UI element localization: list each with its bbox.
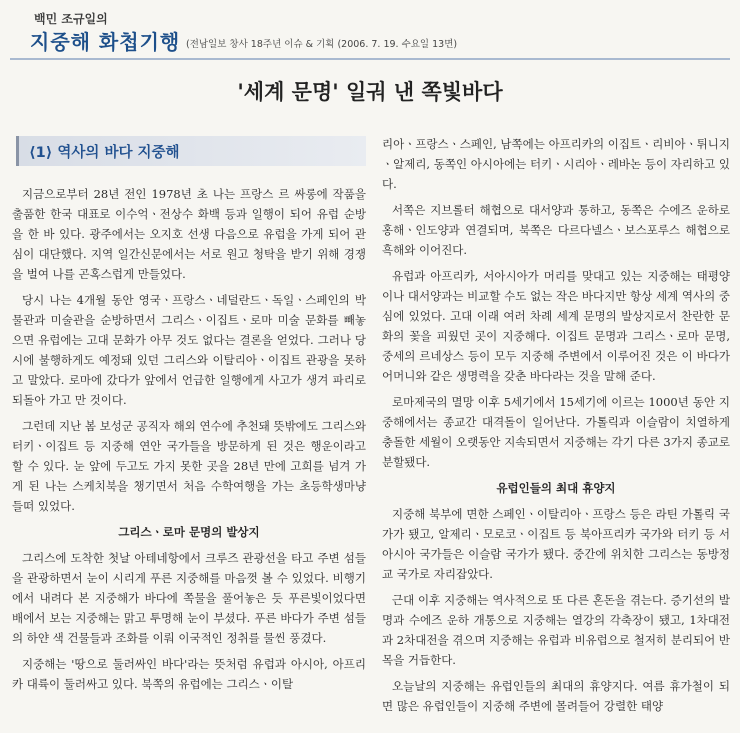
publication-info: (전남일보 창사 18주년 이슈 & 기획 (2006. 7. 19. 수요일 13면)	[186, 39, 458, 50]
left-column	[12, 136, 366, 700]
paragraph: 근대 이후 지중해는 역사적으로 또 다른 혼돈을 겪는다. 증기선의 발명과 수에즈 운하 개통으로 지중해는 열강의 각축장이 됐고, 1차대전과 2차대전을 겪으며 지중해는 유럽과 비유럽으로 철저히 분리되어 반목을 거듭한다.	[382, 593, 730, 667]
paragraph: 서쪽은 지브롤터 해협으로 대서양과 통하고, 동쪽은 수에즈 운하로 홍해ㆍ인도양과 연결되며, 북쪽은 다르다넬스ㆍ보스포루스 해협으로 흑해와 이어진다.	[382, 203, 730, 257]
paragraph: 지중해 북부에 면한 스페인ㆍ이탈리아ㆍ프랑스 등은 라틴 가톨릭 국가가 됐고, 알제리ㆍ모로코ㆍ이집트 등 북아프리카 국가와 터키 등 서아시아 국가들은 이슬람 국가가 됐다. 중간에 위치한 그리스는 동방정교 국가로 자리잡았다.	[382, 507, 730, 581]
paragraph: 지금으로부터 28년 전인 1978년 초 나는 프랑스 르 싸롱에 작품을 출품한 한국 대표로 이수억ㆍ전상수 화백 등과 일행이 되어 유럽 순방을 한 바 있다. 광주에서는 오지호 선생 다음으로 유럽을 가게 되어 관심이 대단했다. 지역 일간신문에서는 서로 원고 청탁을 받기 위해 경쟁을 벌여 나를 곤혹스럽게 만들었다.	[12, 187, 366, 281]
header-divider	[10, 58, 730, 60]
subheading: 유럽인들의 최대 휴양지	[496, 481, 616, 495]
paragraph: 지중해는 '땅으로 둘러싸인 바다'라는 뜻처럼 유럽과 아시아, 아프리카 대륙이 둘러싸고 있다. 북쪽의 유럽에는 그리스ㆍ이탈	[12, 657, 366, 691]
paragraph: 로마제국의 멸망 이후 5세기에서 15세기에 이르는 1000년 동안 지중해에서는 종교간 대격돌이 일어난다. 가톨릭과 이슬람이 치열하게 충돌한 세월이 오랫동안 지속되면서 지중해는 각기 다른 3가지 종교로 분할됐다.	[382, 395, 730, 469]
paragraph: 유럽과 아프리카, 서아시아가 머리를 맞대고 있는 지중해는 태평양이나 대서양과는 비교할 수도 없는 작은 바다지만 항상 세계 역사의 중심에 있었다. 고대 이래 여러 차례 세계 문명의 발상지로서 찬란한 문화의 꽃을 피웠던 곳이 지중해다. 이집트 문명과 그리스ㆍ로마 문명, 중세의 르네상스 등이 모두 지중해 주변에서 이루어진 것은 이 바다가 어머니와 같은 생명력을 갖춘 바다라는 것을 말해 준다.	[382, 269, 730, 383]
paragraph: 그리스에 도착한 첫날 아테네항에서 크루즈 관광선을 타고 주변 섬들을 관광하면서 눈이 시리게 푸른 지중해를 마음껏 볼 수 있었다. 비행기에서 내려다 본 지중해가 바다에 쪽물을 풀어놓은 듯 푸른빛이었다면 배에서 보는 지중해는 맑고 투명해 눈이 부셨다. 푸른 바다가 주변 섬들의 하얀 색 건물들과 조화를 이뤄 이국적인 정취를 물씬 풍겼다.	[12, 551, 366, 645]
chapter-heading	[16, 136, 366, 166]
paragraph: 오늘날의 지중해는 유럽인들의 최대의 휴양지다. 여름 휴가철이 되면 많은 유럽인들이 지중해 주변에 몰려들어 강렬한 태양	[382, 679, 730, 713]
series-header	[10, 6, 730, 58]
article-title: '세계 문명' 일궈 낸 쪽빛바다	[237, 79, 503, 104]
chapter-label: ⟨1⟩ 역사의 바다 지중해	[29, 145, 180, 161]
paragraph: 리아ㆍ프랑스ㆍ스페인, 남쪽에는 아프리카의 이집트ㆍ리비아ㆍ튀니지ㆍ알제리, 동쪽인 아시아에는 터키ㆍ시리아ㆍ레바논 등이 자리하고 있다.	[382, 137, 730, 191]
paragraph: 당시 나는 4개월 동안 영국ㆍ프랑스ㆍ네덜란드ㆍ독일ㆍ스페인의 박물관과 미술관을 순방하면서 그리스ㆍ이집트ㆍ로마 미술 문화를 빼놓으면 유럽에는 고대 문화가 아무 것도 없다는 결론을 얻었다. 그러나 당시에 불행하게도 예정돼 있던 그리스와 이탈리아ㆍ이집트 관광을 못하고 말았다. 로마에 갔다가 앞에서 언급한 일행에게 사고가 생겨 파리로 되돌아 가고 만 것이다.	[12, 293, 366, 407]
right-column	[382, 137, 730, 722]
paragraph: 그런데 지난 봄 보성군 공직자 해외 연수에 추천돼 뜻밖에도 그리스와 터키ㆍ이집트 등 지중해 연안 국가들을 방문하게 된 것은 행운이라고 할 수 있다. 눈 앞에 두고도 가지 못한 곳을 28년 만에 고희를 넘겨 가게 된 나는 스케치북을 챙기면서 처음 수학여행을 가는 초등학생마냥 들떠 있었다.	[12, 419, 366, 513]
series-title: 지중해 화첩기행	[30, 30, 181, 54]
subheading: 그리스ㆍ로마 문명의 발상지	[118, 525, 260, 539]
series-author: 백민 조규일의	[34, 12, 108, 26]
